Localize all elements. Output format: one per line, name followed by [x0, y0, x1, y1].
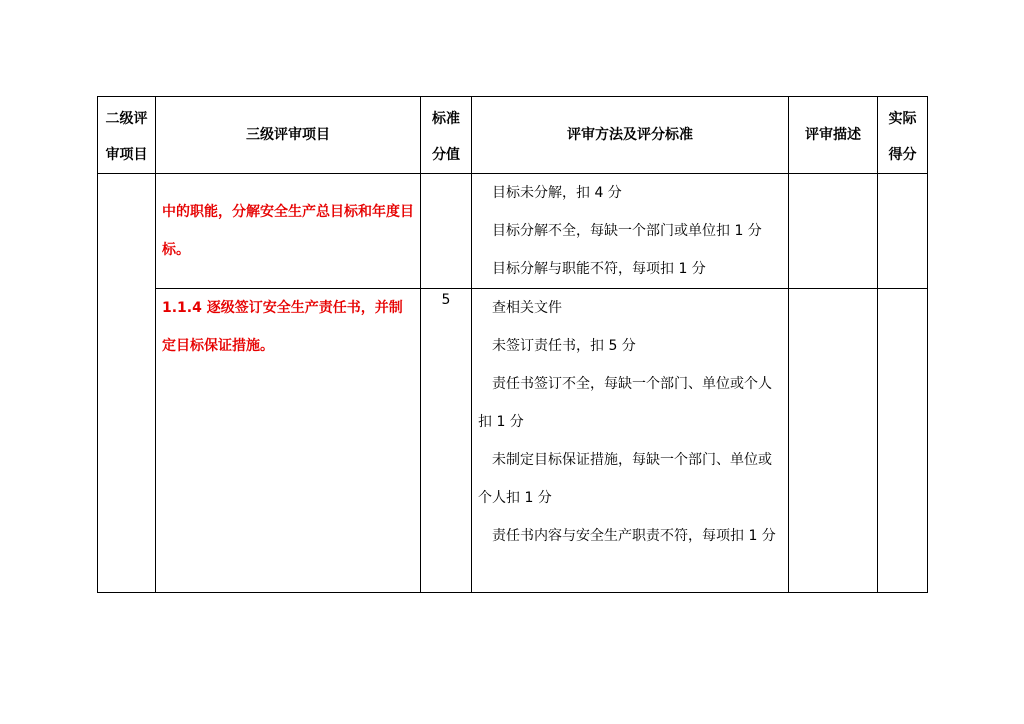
header-method: 评审方法及评分标准	[472, 97, 789, 174]
header-row	[98, 97, 928, 174]
method-line: 目标分解不全，每缺一个部门或单位扣 1 分	[492, 223, 762, 239]
level2-cell	[98, 174, 156, 593]
desc-cell	[789, 289, 878, 593]
method-line: 责任书内容与安全生产职责不符，每项扣 1 分	[492, 528, 776, 544]
header-actual-line2: 得分	[888, 147, 917, 163]
level3-item: 中的职能，分解安全生产总目标和年度目标。	[156, 174, 421, 289]
header-score-line2: 分值	[432, 147, 460, 163]
header-score-line1: 标准	[432, 111, 460, 127]
level3-item: 1.1.4 逐级签订安全生产责任书，并制定目标保证措施。	[156, 289, 421, 593]
method-cell	[472, 174, 789, 289]
method-line: 未签订责任书，扣 5 分	[492, 338, 636, 354]
actual-score-cell	[878, 289, 928, 593]
header-actual	[878, 97, 928, 174]
desc-cell	[789, 174, 878, 289]
header-actual-line1: 实际	[888, 111, 917, 127]
method-line: 查相关文件	[492, 300, 562, 316]
table-row	[98, 289, 928, 593]
header-desc: 评审描述	[789, 97, 878, 174]
method-line: 责任书签订不全，每缺一个部门、单位或个人扣 1 分	[478, 376, 772, 430]
actual-score-cell	[878, 174, 928, 289]
header-score	[421, 97, 472, 174]
evaluation-table	[97, 96, 928, 593]
header-level3: 三级评审项目	[156, 97, 421, 174]
header-level2	[98, 97, 156, 174]
header-level2-line2: 审项目	[105, 147, 148, 163]
table-row	[98, 174, 928, 289]
method-line: 目标分解与职能不符，每项扣 1 分	[492, 261, 706, 277]
method-line: 未制定目标保证措施，每缺一个部门、单位或个人扣 1 分	[478, 452, 772, 506]
score-cell	[421, 174, 472, 289]
method-cell	[472, 289, 789, 593]
method-line: 目标未分解，扣 4 分	[492, 185, 622, 201]
score-cell: 5	[421, 289, 472, 593]
header-level2-line1: 二级评	[105, 111, 148, 127]
